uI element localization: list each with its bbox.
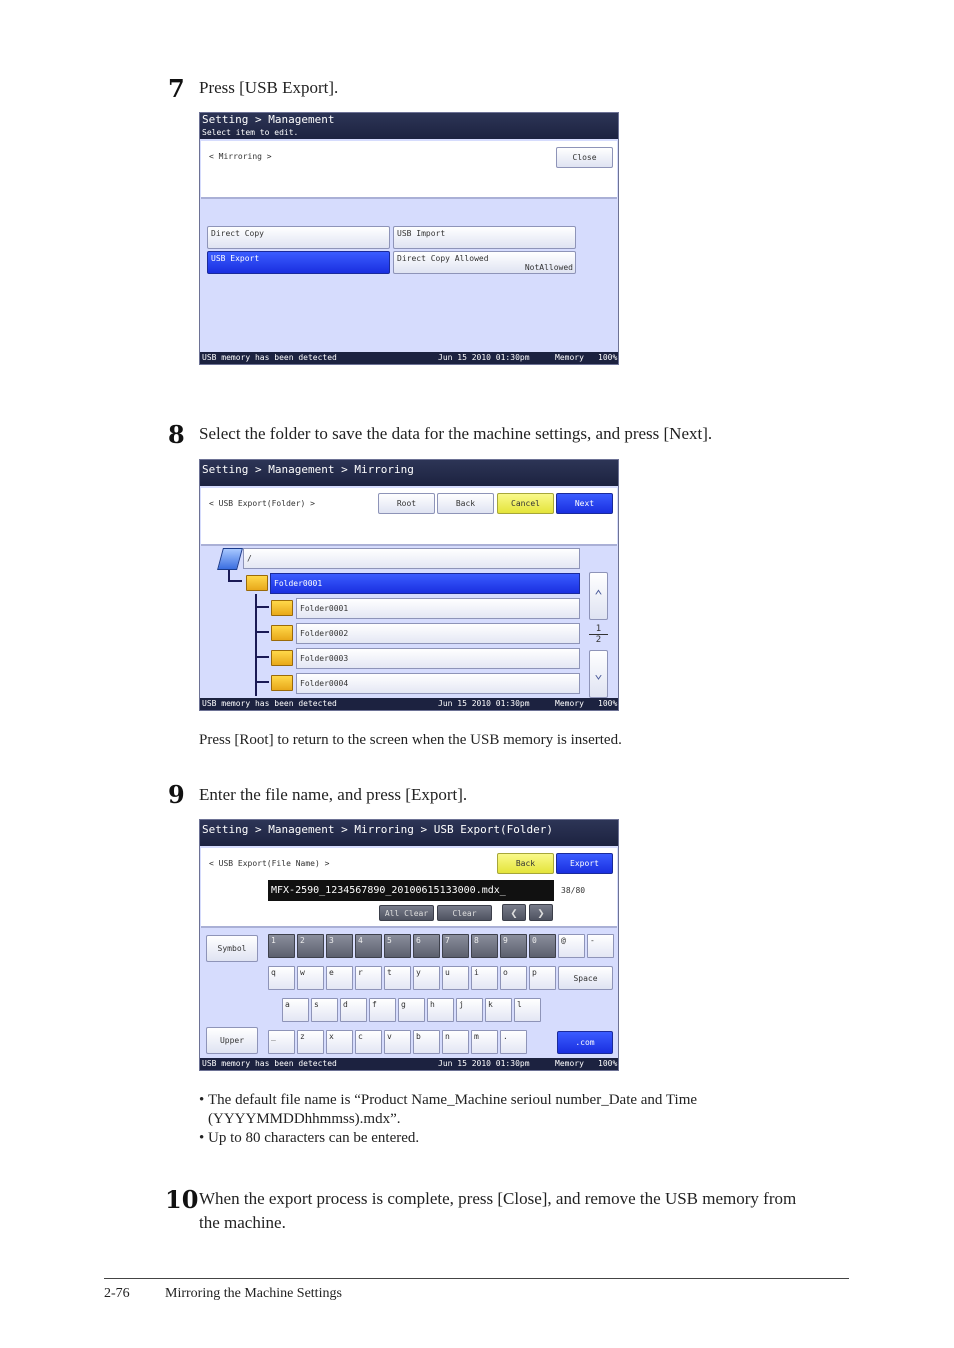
key[interactable]: e bbox=[326, 966, 353, 990]
export-button[interactable]: Export bbox=[556, 853, 613, 874]
direct-copy-allowed-value: NotAllowed bbox=[524, 263, 573, 272]
footer-datetime: Jun 15 2010 01:30pm bbox=[438, 353, 530, 362]
footer-memory-value: 100% bbox=[598, 699, 618, 708]
scroll-down-button[interactable] bbox=[589, 650, 608, 698]
note-item: • Up to 80 characters can be entered. bbox=[199, 1130, 420, 1146]
key[interactable]: 4 bbox=[355, 934, 382, 958]
screen-header: Setting > Management > Mirroring > USB Export(Folder) bbox=[200, 820, 618, 846]
step-8-note: Press [Root] to return to the screen when the USB memory is inserted. bbox=[199, 732, 622, 748]
key[interactable]: r bbox=[355, 966, 382, 990]
footer-memory-label: Memory bbox=[555, 1059, 584, 1068]
filename-input[interactable]: MFX-2590_1234567890_20100615133000.mdx_ bbox=[268, 880, 554, 901]
header-title: Setting > Management bbox=[202, 113, 335, 126]
note-item: • The default file name is “Product Name_Machine serioul number_Date and Time (YYYYMMDDhhmmss).mdx”. bbox=[199, 1091, 799, 1129]
step-10-number: 10 bbox=[165, 1185, 199, 1214]
step-9-notes bbox=[199, 1091, 799, 1148]
key[interactable]: x bbox=[326, 1030, 353, 1054]
key[interactable]: 7 bbox=[442, 934, 469, 958]
footer-datetime: Jun 15 2010 01:30pm bbox=[438, 699, 530, 708]
close-button[interactable]: Close bbox=[556, 147, 613, 168]
footer-datetime: Jun 15 2010 01:30pm bbox=[438, 1059, 530, 1068]
key[interactable]: a bbox=[282, 998, 309, 1022]
scroll-up-button[interactable] bbox=[589, 572, 608, 620]
page-total: 2 bbox=[595, 635, 602, 645]
key[interactable]: _ bbox=[268, 1030, 295, 1054]
key[interactable]: i bbox=[471, 966, 498, 990]
breadcrumb: < Mirroring > bbox=[209, 152, 272, 161]
space-button[interactable]: Space bbox=[558, 966, 613, 990]
subfolder-row[interactable]: Folder0001 bbox=[296, 598, 580, 619]
clear-button[interactable]: Clear bbox=[437, 905, 492, 921]
folder-icon bbox=[271, 625, 293, 641]
key[interactable]: v bbox=[384, 1030, 411, 1054]
key[interactable]: u bbox=[442, 966, 469, 990]
footer-memory-label: Memory bbox=[555, 699, 584, 708]
key[interactable]: . bbox=[500, 1030, 527, 1054]
key[interactable]: 3 bbox=[326, 934, 353, 958]
folder-icon bbox=[271, 600, 293, 616]
root-path-row[interactable]: / bbox=[243, 548, 580, 569]
tree-line bbox=[255, 656, 269, 658]
upper-button[interactable]: Upper bbox=[206, 1027, 258, 1054]
key[interactable]: n bbox=[442, 1030, 469, 1054]
subfolder-row[interactable]: Folder0004 bbox=[296, 673, 580, 694]
key[interactable]: @ bbox=[558, 934, 585, 958]
screen-header bbox=[200, 113, 618, 139]
back-button[interactable]: Back bbox=[497, 853, 554, 874]
key[interactable]: d bbox=[340, 998, 367, 1022]
breadcrumb: < USB Export(Folder) > bbox=[209, 499, 315, 508]
key[interactable]: w bbox=[297, 966, 324, 990]
root-button[interactable]: Root bbox=[378, 493, 435, 514]
step-9-text: Enter the file name, and press [Export]. bbox=[199, 785, 468, 804]
key[interactable]: z bbox=[297, 1030, 324, 1054]
note-default-file-name: The default file name is “Product Name_Machine serioul number_Date and Time (YYYYMMDDhhmmss).mdx”. bbox=[208, 1092, 698, 1127]
key[interactable]: p bbox=[529, 966, 556, 990]
key[interactable]: h bbox=[427, 998, 454, 1022]
usb-import-button[interactable]: USB Import bbox=[393, 226, 576, 249]
usb-export-button[interactable]: USB Export bbox=[207, 251, 390, 274]
cursor-left-button[interactable] bbox=[502, 904, 526, 921]
footer-status: USB memory has been detected bbox=[202, 353, 337, 362]
key[interactable]: 1 bbox=[268, 934, 295, 958]
chevron-left-icon: ❮ bbox=[510, 905, 518, 920]
footer-rule bbox=[104, 1278, 849, 1279]
key[interactable]: s bbox=[311, 998, 338, 1022]
key[interactable]: t bbox=[384, 966, 411, 990]
page-number: 2-76 bbox=[104, 1286, 130, 1301]
tree-line bbox=[255, 681, 269, 683]
key[interactable]: m bbox=[471, 1030, 498, 1054]
page-indicator bbox=[589, 624, 608, 645]
screen-header: Setting > Management > Mirroring bbox=[200, 460, 618, 486]
folder-icon bbox=[271, 650, 293, 666]
key[interactable]: 0 bbox=[529, 934, 556, 958]
subfolder-row[interactable]: Folder0002 bbox=[296, 623, 580, 644]
folder-icon bbox=[246, 575, 268, 591]
folder-icon bbox=[271, 675, 293, 691]
chevron-right-icon: ❯ bbox=[537, 905, 545, 920]
step-9-number: 9 bbox=[168, 780, 185, 809]
key[interactable]: b bbox=[413, 1030, 440, 1054]
step-10-text: When the export process is complete, press [Close], and remove the USB memory from the machine. bbox=[199, 1189, 797, 1232]
footer-memory-value: 100% bbox=[598, 1059, 618, 1068]
dotcom-button[interactable]: .com bbox=[557, 1031, 613, 1054]
tree-line bbox=[255, 631, 269, 633]
key[interactable]: 9 bbox=[500, 934, 527, 958]
chevron-down-icon: ⌄ bbox=[594, 666, 603, 682]
screen-folder-select bbox=[199, 459, 619, 711]
cursor-right-button[interactable] bbox=[529, 904, 553, 921]
key[interactable]: y bbox=[413, 966, 440, 990]
step-7-text: Press [USB Export]. bbox=[199, 78, 339, 97]
screen-footer bbox=[200, 1058, 618, 1070]
usb-memory-icon bbox=[217, 548, 243, 570]
breadcrumb: < USB Export(File Name) > bbox=[209, 859, 330, 868]
note-max-characters: Up to 80 characters can be entered. bbox=[208, 1130, 420, 1146]
step-8-number: 8 bbox=[168, 420, 185, 449]
footer-status: USB memory has been detected bbox=[202, 699, 337, 708]
back-button[interactable]: Back bbox=[437, 493, 494, 514]
section-title: Mirroring the Machine Settings bbox=[165, 1286, 342, 1301]
tree-line bbox=[255, 606, 269, 608]
key[interactable]: 6 bbox=[413, 934, 440, 958]
symbol-button[interactable]: Symbol bbox=[206, 935, 258, 962]
header-subtitle: Select item to edit. bbox=[202, 128, 299, 137]
step-7-number: 7 bbox=[168, 74, 185, 103]
footer-status: USB memory has been detected bbox=[202, 1059, 337, 1068]
chevron-up-icon: ⌃ bbox=[594, 588, 603, 604]
screen-footer bbox=[200, 698, 618, 710]
key[interactable]: o bbox=[500, 966, 527, 990]
screen-top-area bbox=[201, 848, 617, 928]
footer-memory-value: 100% bbox=[598, 353, 618, 362]
screen-file-name bbox=[199, 819, 619, 1071]
key[interactable]: 2 bbox=[297, 934, 324, 958]
step-8-text: Select the folder to save the data for the machine settings, and press [Next]. bbox=[199, 424, 713, 443]
next-button[interactable]: Next bbox=[556, 493, 613, 514]
key[interactable]: 8 bbox=[471, 934, 498, 958]
page-current: 1 bbox=[589, 624, 608, 635]
direct-copy-allowed-button[interactable] bbox=[393, 251, 576, 274]
screen-footer bbox=[200, 352, 618, 364]
key[interactable]: c bbox=[355, 1030, 382, 1054]
key[interactable]: k bbox=[485, 998, 512, 1022]
key[interactable]: - bbox=[587, 934, 614, 958]
screen-top-area bbox=[201, 141, 617, 199]
key[interactable]: q bbox=[268, 966, 295, 990]
key[interactable]: g bbox=[398, 998, 425, 1022]
subfolder-row[interactable]: Folder0003 bbox=[296, 648, 580, 669]
selected-folder-row[interactable]: Folder0001 bbox=[270, 573, 580, 594]
key[interactable]: f bbox=[369, 998, 396, 1022]
footer-memory-label: Memory bbox=[555, 353, 584, 362]
cancel-button[interactable]: Cancel bbox=[497, 493, 554, 514]
screen-top-area bbox=[201, 488, 617, 546]
char-count: 38/80 bbox=[561, 886, 586, 895]
key[interactable]: l bbox=[514, 998, 541, 1022]
key[interactable]: j bbox=[456, 998, 483, 1022]
key[interactable]: 5 bbox=[384, 934, 411, 958]
screen-management bbox=[199, 112, 619, 365]
direct-copy-button[interactable]: Direct Copy bbox=[207, 226, 390, 249]
tree-line bbox=[228, 580, 242, 582]
direct-copy-allowed-label: Direct Copy Allowed bbox=[397, 254, 489, 263]
all-clear-button[interactable]: All Clear bbox=[379, 905, 434, 921]
